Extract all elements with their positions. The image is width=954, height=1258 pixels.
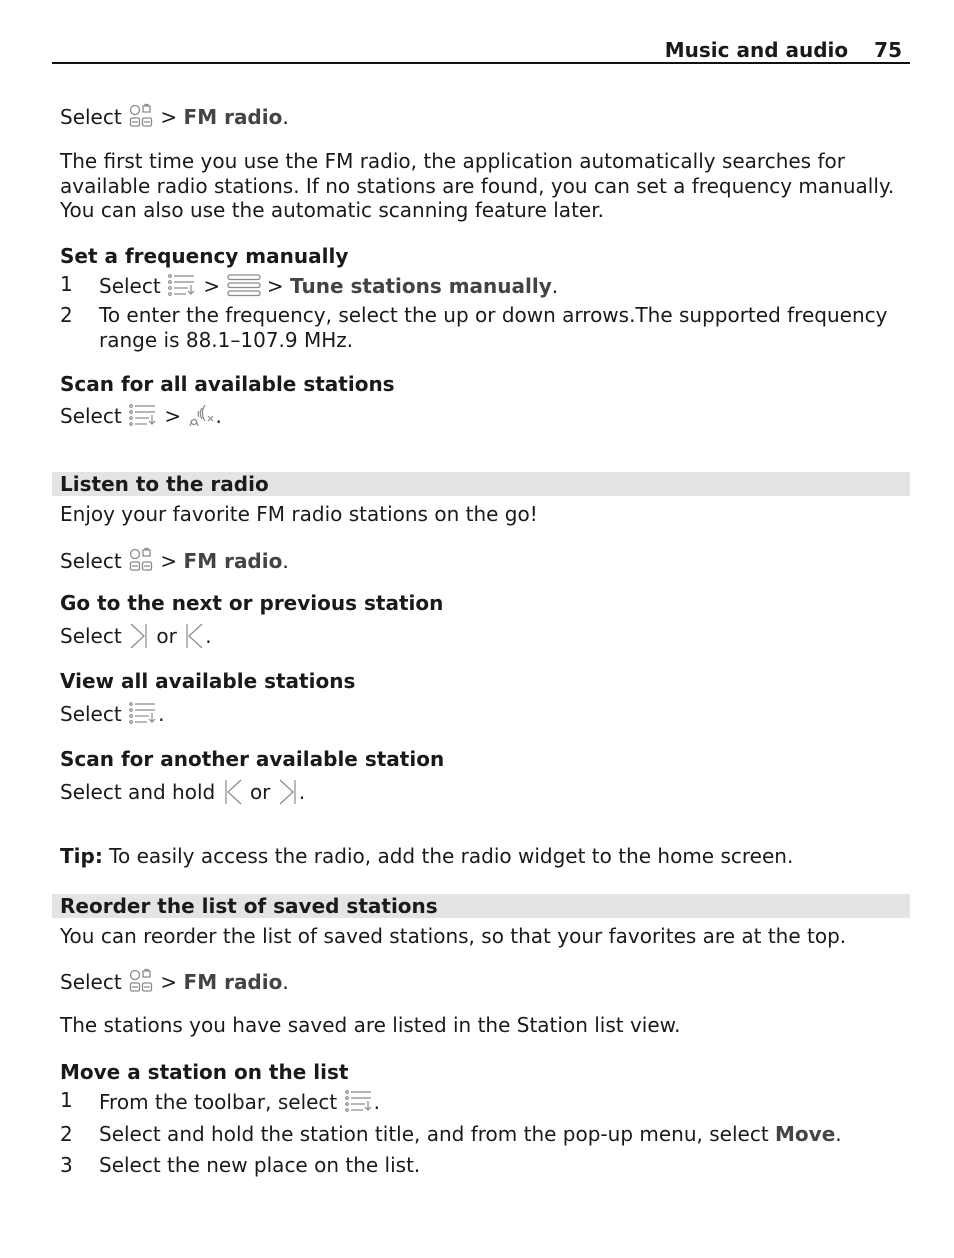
select-word: Select	[60, 404, 122, 428]
separator: >	[266, 274, 284, 298]
move-step-1	[60, 1088, 910, 1113]
previous-station-icon	[222, 778, 244, 806]
select-word: Select	[60, 105, 122, 129]
step-text: Select the new place on the list.	[99, 1153, 421, 1177]
station-list-icon	[128, 402, 158, 428]
header-text	[665, 38, 902, 62]
page-header	[52, 36, 910, 64]
scan-all-line	[60, 402, 222, 429]
select-word: Select	[60, 970, 122, 994]
period: .	[282, 549, 289, 573]
period: .	[205, 624, 212, 648]
scan-another-heading: Scan for another available station	[60, 747, 445, 771]
select-word: Select	[99, 274, 161, 298]
select-fm-radio-line-3	[60, 968, 289, 995]
section-title: Reorder the list of saved stations	[60, 894, 438, 918]
next-prev-line	[60, 622, 212, 650]
step-body	[99, 1088, 380, 1115]
next-prev-heading: Go to the next or previous station	[60, 591, 444, 615]
tune-stations-command: Tune stations manually	[290, 274, 552, 298]
scan-another-line	[60, 778, 305, 806]
fm-radio-command: FM radio	[183, 105, 283, 129]
freq-step-1	[60, 272, 910, 297]
options-menu-icon	[227, 272, 261, 298]
step-number: 2	[60, 1122, 73, 1146]
section-title: Listen to the radio	[60, 472, 269, 496]
separator: >	[160, 105, 178, 129]
move-command: Move	[775, 1122, 836, 1146]
saved-stations-text: The stations you have saved are listed in the Station list view.	[60, 1013, 681, 1037]
scan-all-heading: Scan for all available stations	[60, 372, 395, 396]
section-band-listen	[52, 472, 910, 496]
chapter-title: Music and audio	[664, 38, 849, 62]
step-text: Select and hold the station title, and from the pop-up menu, select	[99, 1122, 776, 1146]
station-list-icon	[344, 1088, 374, 1114]
step-number: 1	[60, 1088, 73, 1112]
period: .	[282, 105, 289, 129]
tip-label: Tip:	[60, 844, 103, 868]
select-word: Select	[60, 702, 122, 726]
period: .	[551, 274, 559, 298]
section-band-reorder	[52, 894, 910, 918]
separator: >	[164, 404, 182, 428]
apps-menu-icon	[128, 968, 154, 994]
freq-step-2	[60, 303, 910, 353]
step-number: 2	[60, 303, 73, 327]
apps-menu-icon	[128, 103, 154, 129]
or-word: or	[156, 624, 177, 648]
next-station-icon	[128, 622, 150, 650]
freq-heading: Set a frequency manually	[60, 244, 349, 268]
step-body	[99, 272, 558, 299]
fm-radio-command: FM radio	[183, 549, 283, 573]
tip-text: To easily access the radio, add the radio widget to the home screen.	[102, 844, 794, 868]
select-fm-radio-line-2	[60, 547, 289, 574]
tip-line	[60, 844, 793, 869]
step-body	[99, 1122, 842, 1147]
station-list-icon	[128, 700, 158, 726]
select-word: Select	[60, 549, 122, 573]
move-step-2	[60, 1122, 910, 1147]
period: .	[298, 780, 306, 804]
separator: >	[160, 970, 178, 994]
scan-icon	[188, 402, 216, 428]
next-station-icon	[277, 778, 299, 806]
separator: >	[160, 549, 178, 573]
select-word: Select	[60, 624, 122, 648]
move-step-3	[60, 1153, 910, 1178]
step-text: From the toolbar, select	[99, 1090, 338, 1114]
intro-paragraph: The first time you use the FM radio, the application automatically searches for available radio stations. If no stations are found, you can set a frequency manually. You can also use the automatic scanning feature later.	[60, 149, 895, 222]
move-heading: Move a station on the list	[60, 1060, 349, 1084]
period: .	[835, 1122, 842, 1146]
apps-menu-icon	[128, 547, 154, 573]
step-number: 3	[60, 1153, 73, 1177]
station-list-icon	[167, 272, 197, 298]
step-body-line-2: range is 88.1–107.9 MHz.	[99, 328, 354, 352]
or-word: or	[249, 780, 271, 804]
reorder-intro: You can reorder the list of saved stations, so that your favorites are at the top.	[60, 924, 847, 948]
separator: >	[203, 274, 221, 298]
page-number: 75	[874, 38, 902, 62]
step-body-line-1: To enter the frequency, select the up or down arrows.The supported frequency	[99, 303, 888, 327]
period: .	[158, 702, 165, 726]
select-hold-text: Select and hold	[60, 780, 216, 804]
step-number: 1	[60, 272, 73, 296]
previous-station-icon	[183, 622, 205, 650]
fm-radio-command: FM radio	[183, 970, 283, 994]
listen-intro: Enjoy your favorite FM radio stations on the go!	[60, 502, 538, 526]
select-fm-radio-line-1	[60, 103, 289, 130]
period: .	[373, 1090, 380, 1114]
period: .	[215, 404, 222, 428]
view-all-line	[60, 700, 164, 727]
view-all-heading: View all available stations	[60, 669, 356, 693]
period: .	[282, 970, 289, 994]
